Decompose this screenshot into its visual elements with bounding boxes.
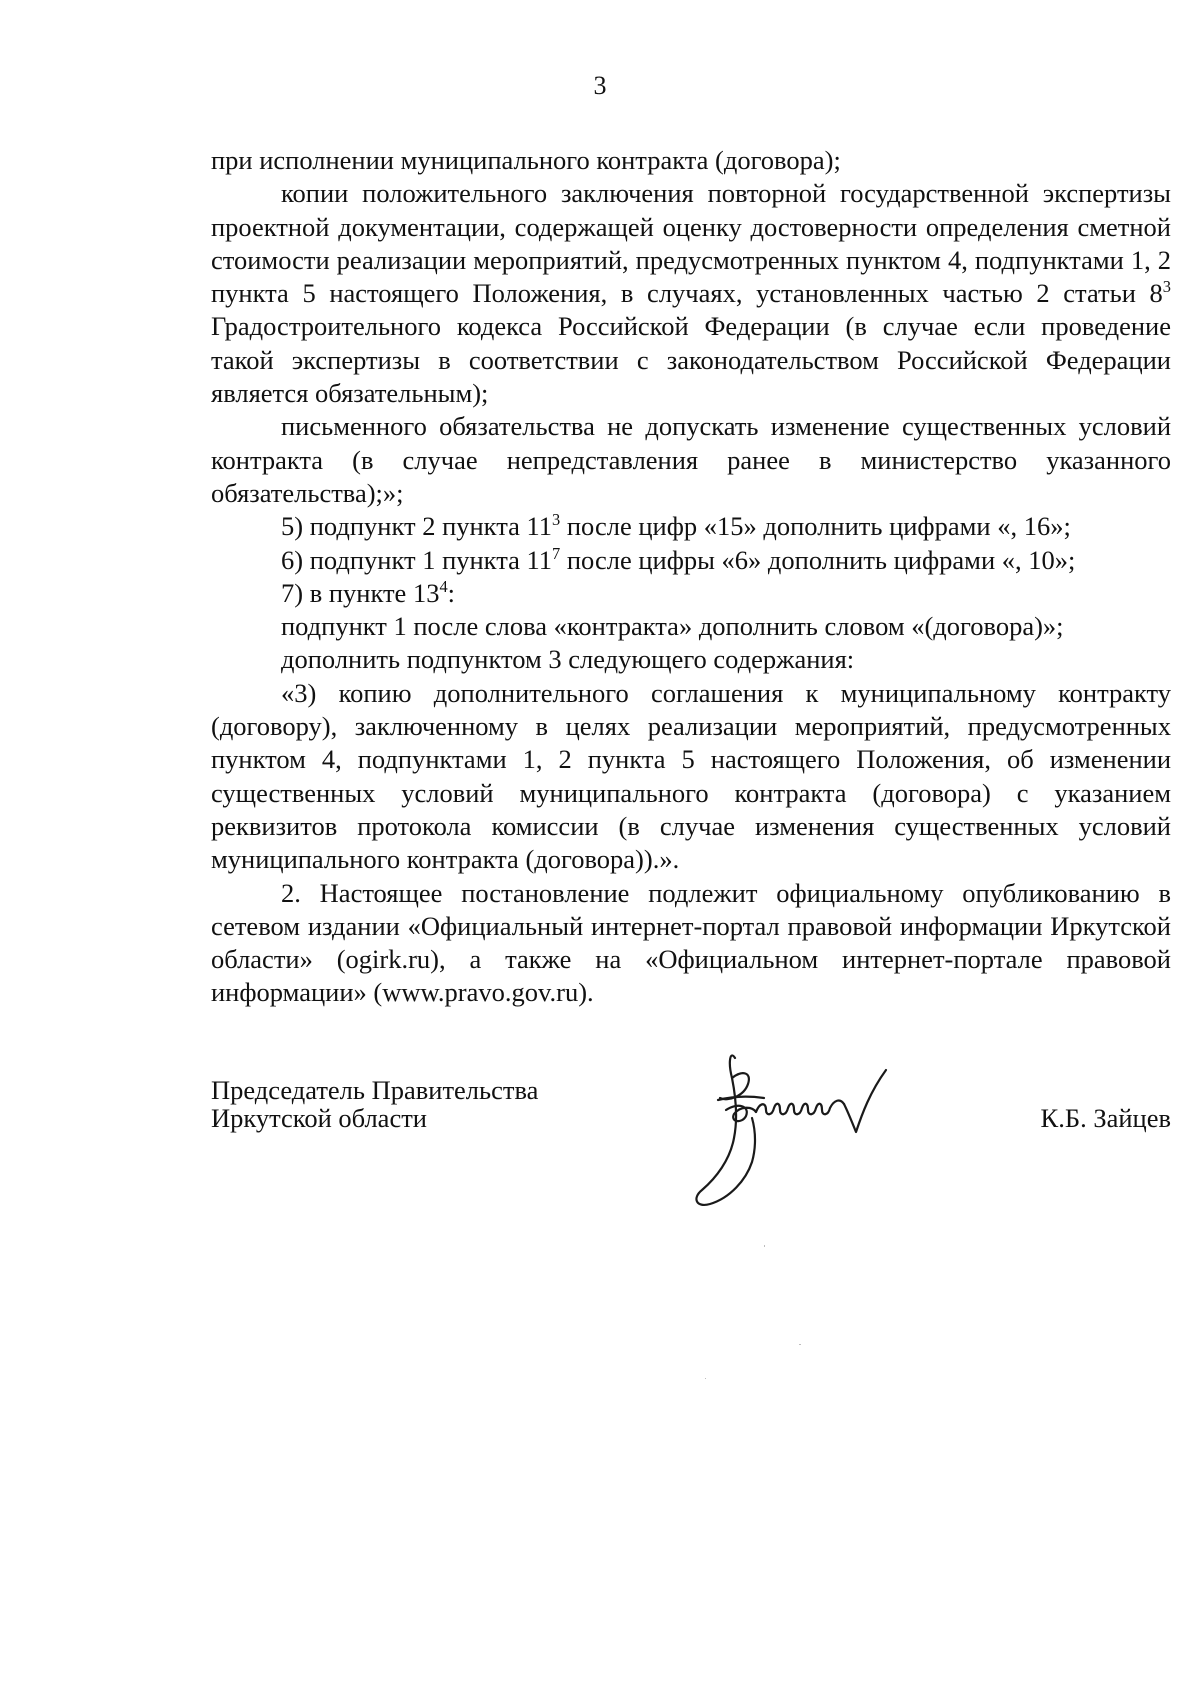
signer-position (211, 1076, 538, 1132)
paragraph-3: письменного обязательства не допускать изменение существенных условий контракта (в случае непредставления ранее в министерство указанного обязательства);»; (211, 411, 1171, 508)
paragraph-4 (211, 510, 1171, 543)
paragraph-6 (211, 577, 1171, 610)
paragraph-2-text-b: Градостроительного кодекса Российской Федерации (в случае если проведение такой экспертизы в соответствии с законодательством Российской Федерации является обязательным); (211, 311, 1171, 409)
paragraph-10: 2. Настоящее постановление подлежит официальному опубликованию в сетевом издании «Официальный интернет-портал правовой информации Иркутской области» (ogirk.ru), а также на «Официальном интернет-портале правовой информации» (www.pravo.gov.ru). (211, 877, 1171, 1008)
paragraph-7: подпункт 1 после слова «контракта» дополнить словом «(договора)»; (281, 611, 1064, 642)
paragraph-2-superscript: 3 (1162, 277, 1171, 297)
paragraph-1: при исполнении муниципального контракта (договора); (211, 145, 841, 175)
paragraph-5 (211, 544, 1171, 577)
paragraph-2 (211, 177, 1171, 410)
paragraph-4-text-b: после цифр «15» дополнить цифрами «, 16»; (560, 511, 1071, 542)
signer-position-line-1: Председатель Правительства (211, 1075, 539, 1105)
paragraph-5-text-a: 6) подпункт 1 пункта 11 (281, 544, 553, 575)
document-body (211, 144, 1171, 1010)
paragraph-6-text-a: 7) в пункте 13 (281, 577, 440, 608)
scan-speck (799, 1344, 801, 1345)
handwritten-signature-icon (690, 1040, 950, 1210)
paragraph-2-text-a: копии положительного заключения повторной государственной экспертизы проектной документации, содержащей оценку достоверности определения сметной стоимости реализации мероприятий, предусмотренных пунктом 4, подпунктами 1, 2 пункта 5 настоящего Положения, в случаях, установленных частью 2 статьи 8 (211, 178, 1171, 309)
paragraph-6-text-b: : (447, 577, 456, 608)
paragraph-8: дополнить подпунктом 3 следующего содержания: (281, 644, 855, 675)
scan-speck (764, 1245, 765, 1247)
scan-speck (705, 1378, 706, 1379)
paragraph-4-superscript: 3 (552, 510, 561, 530)
paragraph-5-superscript: 7 (552, 543, 561, 563)
signer-name: К.Б. Зайцев (1040, 1103, 1171, 1133)
paragraph-5-text-b: после цифры «6» дополнить цифрами «, 10»; (560, 544, 1076, 575)
signer-position-line-2: Иркутской области (211, 1103, 427, 1133)
paragraph-6-superscript: 4 (439, 576, 448, 596)
paragraph-9: «3) копию дополнительного соглашения к муниципальному контракту (договору), заключенному в целях реализации мероприятий, предусмотренных пунктом 4, подпунктами 1, 2 пункта 5 настоящего Положения, об изменении существенных условий муниципального контракта (договора) с указанием реквизитов протокола комиссии (в случае изменения существенных условий муниципального контракта (договора)).». (211, 677, 1171, 875)
paragraph-4-text-a: 5) подпункт 2 пункта 11 (281, 511, 553, 542)
page-number: 3 (593, 71, 607, 100)
